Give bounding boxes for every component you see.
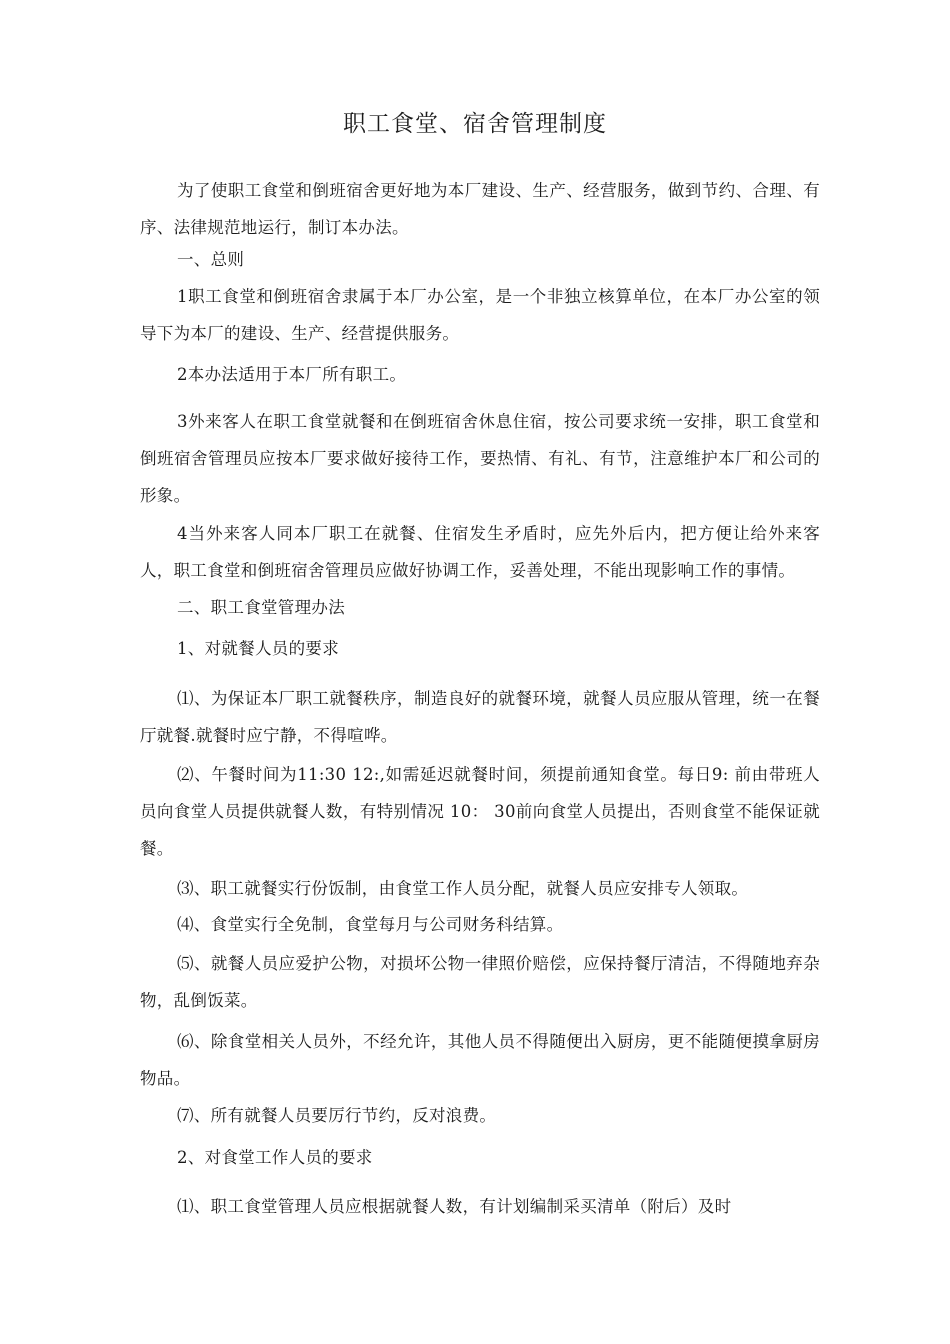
paragraph-general-1: 1职工食堂和倒班宿舍隶属于本厂办公室，是一个非独立核算单位，在本厂办公室的领导下为本厂的建设、生产、经营提供服务。 xyxy=(140,287,820,343)
paragraph-general-3: 3外来客人在职工食堂就餐和在倒班宿舍休息住宿，按公司要求统一安排，职工食堂和倒班宿舍管理员应按本厂要求做好接待工作，要热情、有礼、有节，注意维护本厂和公司的形象。 xyxy=(140,412,820,505)
list-item-diners-6: ⑹、除食堂相关人员外，不经允许，其他人员不得随便出入厨房，更不能随便摸拿厨房物品。 xyxy=(140,1032,820,1088)
section-heading-canteen: 二、职工食堂管理办法 xyxy=(177,598,345,617)
subsection-heading-diners: 1、对就餐人员的要求 xyxy=(177,639,339,658)
list-item-diners-7: ⑺、所有就餐人员要厉行节约，反对浪费。 xyxy=(177,1106,497,1125)
list-item-diners-1: ⑴、为保证本厂职工就餐秩序，制造良好的就餐环境，就餐人员应服从管理，统一在餐厅就餐.就餐时应宁静，不得喧哗。 xyxy=(140,689,820,745)
list-item-diners-4: ⑷、食堂实行全免制，食堂每月与公司财务科结算。 xyxy=(177,915,564,934)
document-title: 职工食堂、宿舍管理制度 xyxy=(343,111,607,137)
list-item-diners-2: ⑵、午餐时间为11:30 12:,如需延迟就餐时间，须提前通知食堂。每日9: 前由带班人员向食堂人员提供就餐人数，有特别情况 10： 30前向食堂人员提出，否则食堂不能保证就餐。 xyxy=(140,765,820,858)
subsection-heading-staff: 2、对食堂工作人员的要求 xyxy=(177,1148,373,1167)
paragraph-general-4: 4当外来客人同本厂职工在就餐、住宿发生矛盾时，应先外后内，把方便让给外来客人，职工食堂和倒班宿舍管理员应做好协调工作，妥善处理，不能出现影响工作的事情。 xyxy=(140,524,820,580)
paragraph-general-2: 2本办法适用于本厂所有职工。 xyxy=(177,365,407,384)
section-heading-general: 一、总则 xyxy=(177,250,245,269)
list-item-diners-3: ⑶、职工就餐实行份饭制，由食堂工作人员分配，就餐人员应安排专人领取。 xyxy=(177,879,749,898)
paragraph-intro: 为了使职工食堂和倒班宿舍更好地为本厂建设、生产、经营服务，做到节约、合理、有序、法律规范地运行，制订本办法。 xyxy=(140,181,820,237)
list-item-staff-1: ⑴、职工食堂管理人员应根据就餐人数，有计划编制采买清单（附后）及时 xyxy=(177,1197,732,1216)
list-item-diners-5: ⑸、就餐人员应爱护公物，对损坏公物一律照价赔偿，应保持餐厅清洁，不得随地弃杂物，乱倒饭菜。 xyxy=(140,954,820,1010)
